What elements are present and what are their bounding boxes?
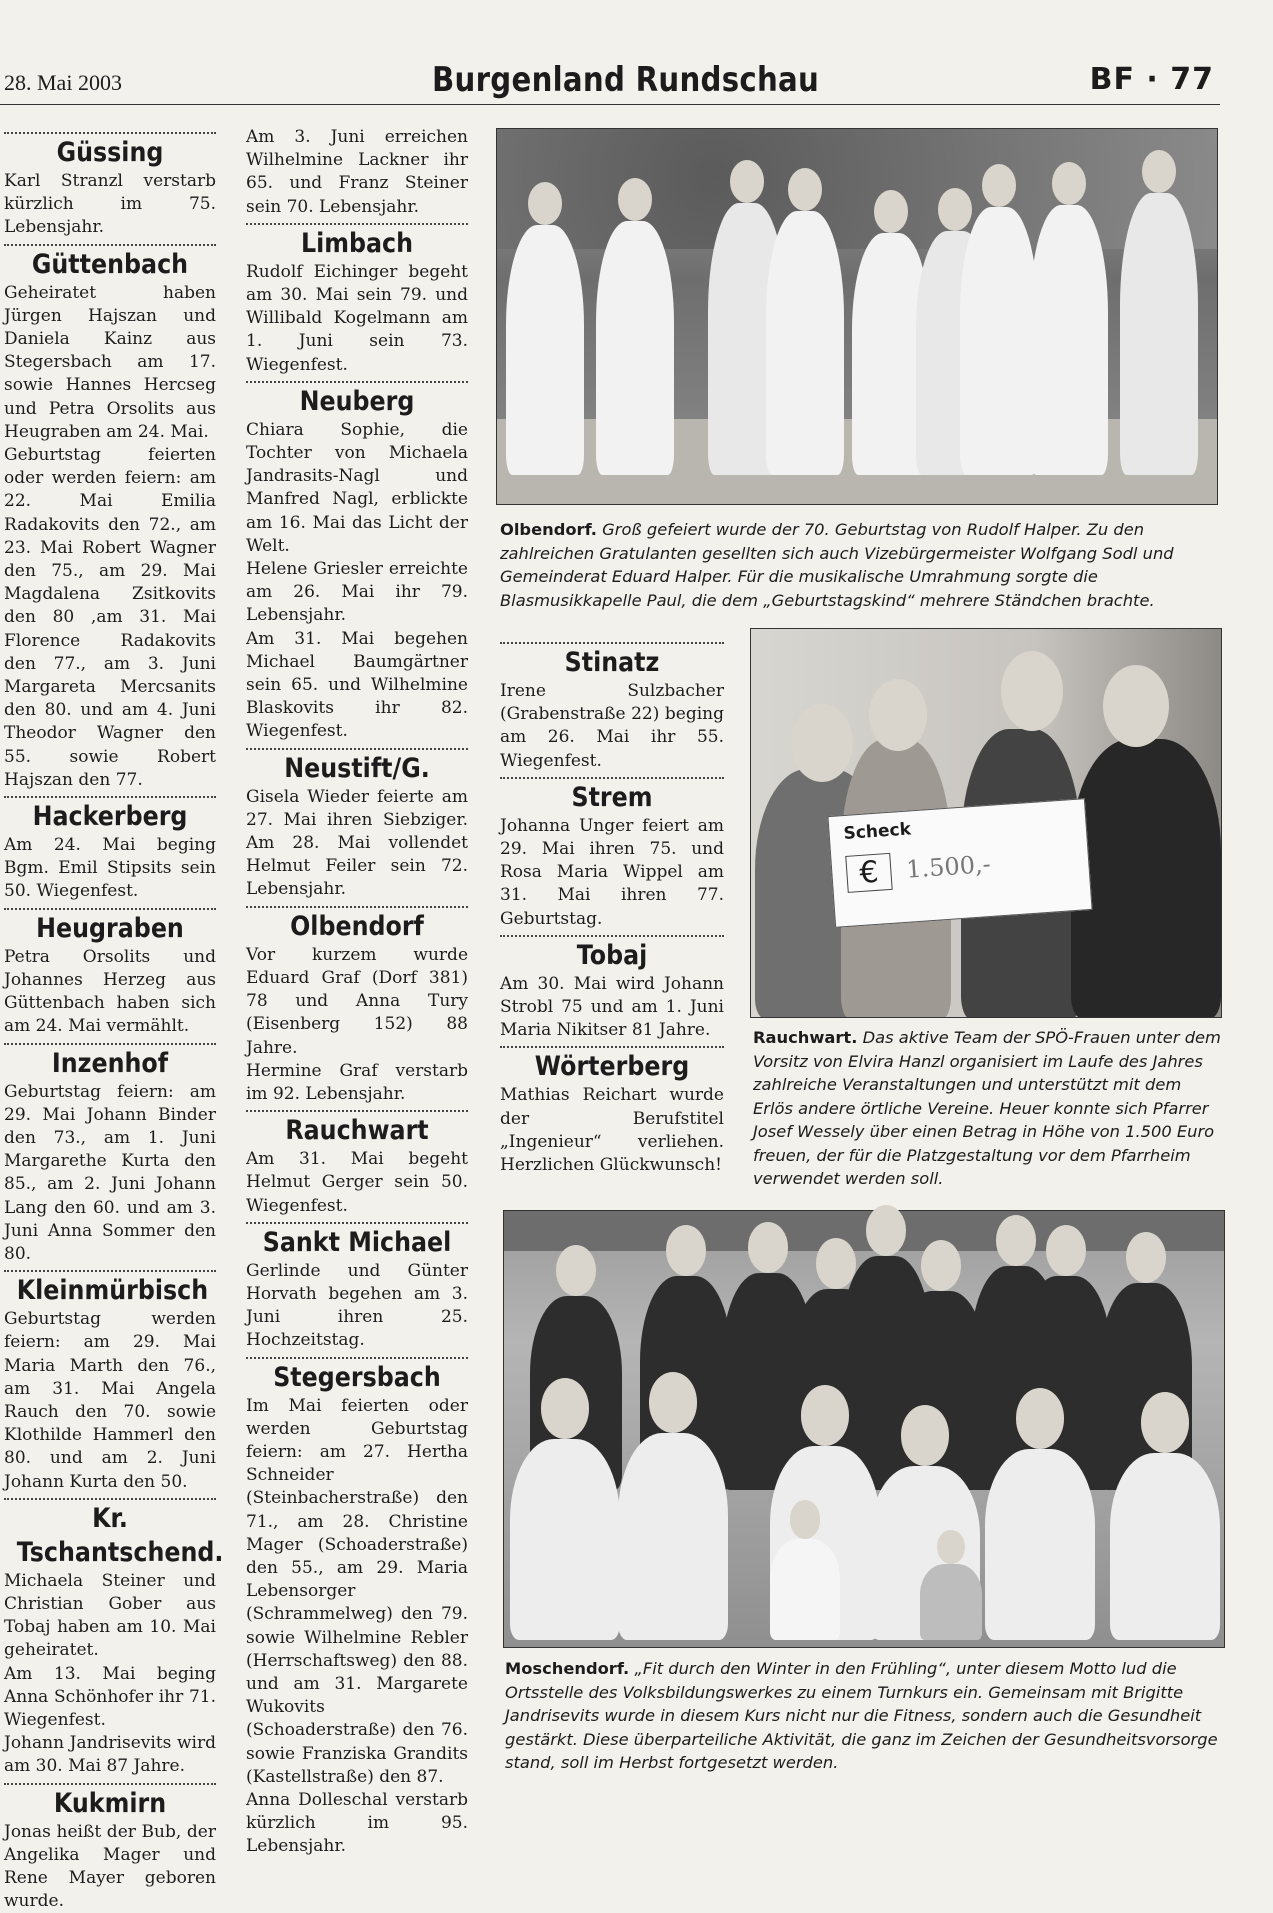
dotted-divider [500,935,724,937]
dotted-divider [246,1357,468,1359]
news-section [500,935,724,1043]
dotted-divider [4,796,216,798]
section-title: Rauchwart [285,1115,429,1147]
person-head [982,164,1016,207]
cheque-amount: 1.500,- [905,849,992,884]
section-body [4,946,216,1039]
news-section [4,1270,216,1494]
paragraph: Anna Dolleschal verstarb kürzlich im 95. Lebensjahr. [246,1789,468,1857]
band-member [596,221,674,475]
person-head [1126,1232,1166,1283]
group-member [618,1433,728,1641]
news-section [500,777,724,931]
dotted-divider [4,132,216,134]
news-section [246,1110,468,1218]
cheque-label: Scheck [842,819,912,845]
person-head [921,1240,961,1291]
paragraph: Mathias Reichart wurde der Berufstitel „Ingenieur“ verliehen. Herzlichen Glückwunsch! [500,1085,724,1176]
paragraph: Jonas heißt der Bub, der Angelika Mager und Rene Mayer geboren wurde. [4,1821,216,1912]
section-title: Güssing [56,137,164,168]
band-member [1030,205,1108,475]
dotted-divider [500,777,724,779]
section-title: Neustift/G. [284,752,430,784]
news-section [246,1222,468,1353]
person-head [666,1225,706,1276]
photo-rauchwart [750,628,1222,1018]
dotted-divider [4,1783,216,1785]
newspaper-title: Burgenland Rundschau [432,60,820,100]
column-3 [500,638,724,1177]
section-body [500,1084,724,1177]
section-title: Inzenhof [51,1047,169,1079]
caption-olbendorf [500,518,1220,612]
news-section [4,132,216,240]
section-title: Stegersbach [273,1361,441,1393]
dotted-divider [246,906,468,908]
person-head [816,1238,856,1289]
person-head [730,160,764,203]
group-member [1110,1453,1220,1641]
section-title: Hackerberg [32,801,188,833]
news-section [4,1498,224,1779]
cheque-currency: € [845,853,893,893]
section-title: Kukmirn [53,1787,167,1819]
page-number: BF · 77 [1089,62,1214,97]
person-head [1142,150,1176,193]
news-section [246,906,468,1106]
person-head [1016,1388,1064,1449]
section-body [246,1148,468,1218]
paragraph: Geburtstag feierten oder werden feiern: am 22. Mai Emilia Radakovits den 72., am 23. Mai Robert Wagner den 75., am 29. Mai Magdalena Zsitkovits den 80 ,am 31. Mai Florence Radakovits den 77., am 3. Juni Margareta Mercsanits den 80. und am 4. Juni Theodor Wagner den 55. sowie Robert Hajszan den 77. [4,445,216,790]
caption-rauchwart [753,1026,1223,1191]
paragraph: Geburtstag werden feiern: am 29. Mai Maria Marth den 76., am 31. Mai Angela Rauch den 70. sowie Klothilde Hammerl den 80. und am 2. Juni Johann Kurta den 50. [4,1309,216,1492]
paragraph: Geburtstag feiern: am 29. Mai Johann Binder den 73., am 1. Juni Margarethe Kurta den 85., am 2. Juni Johann Lang den 60. und am 3. Juni Anna Sommer den 80. [4,1081,216,1264]
group-member [510,1439,620,1641]
section-body [246,126,468,219]
dotted-divider [500,642,724,644]
paragraph: Im Mai feierten oder werden Geburtstag feiern: am 27. Hertha Schneider (Steinbacherstraße) den 71., am 28. Christine Mager (Schoaderstraße) den 55., am 29. Maria Lebensorger (Schrammelweg) den 79. sowie Wilhelmine Rebler (Herrschaftsweg) den 88. und am 31. Margarete Wukovits (Schoaderstraße) den 76. sowie Franziska Grandits (Kastellstraße) den 87. [246,1395,468,1787]
column-1 [4,128,224,1913]
section-body [4,1081,216,1267]
issue-date: 28. Mai 2003 [4,70,122,95]
person-head [1141,1392,1189,1453]
news-section [246,126,468,219]
group-member [985,1449,1095,1641]
caption-text: Das aktive Team der SPÖ-Frauen unter dem Vorsitz von Elvira Hanzl organisiert im Laufe des Jahres zahlreiche Veranstaltungen und unterstützt mit dem Erlös andere örtliche Vereine. Heuer konnte sich Pfarrer Josef Wessely über einen Betrag in Höhe von 1.500 Euro freuen, der für die Platzgestaltung vor dem Pfarrheim verwendet werden soll. [753,1028,1221,1188]
paragraph: Am 30. Mai wird Johann Strobl 75 und am 1. Juni Maria Nikitser 81 Jahre. [500,973,724,1041]
news-section [246,223,468,377]
band-member [766,211,844,475]
person-head [649,1372,697,1433]
paragraph: Am 31. Mai begehen Michael Baumgärtner sein 65. und Wilhelmine Blaskovits ihr 82. Wiegenfest. [246,628,468,742]
dotted-divider [246,381,468,383]
section-title: Neuberg [299,385,415,417]
dotted-divider [4,1270,216,1272]
dotted-divider [4,908,216,910]
dotted-divider [500,1046,724,1048]
dotted-divider [246,1110,468,1112]
section-body [4,170,216,240]
paragraph: Hermine Graf verstarb im 92. Lebensjahr. [246,1060,468,1104]
paragraph: Johann Jandrisevits wird am 30. Mai 87 Jahre. [4,1733,216,1777]
band-member [1120,193,1198,475]
band-member [506,225,584,475]
section-title: Wörterberg [534,1051,690,1083]
section-title: Tobaj [576,939,648,971]
person-head [938,188,972,231]
child [920,1564,982,1640]
caption-text: „Fit durch den Winter in den Frühling“, unter diesem Motto lud die Ortsstelle des Volksbildungswerkes zu einem Turnkurs ein. Gemeinsam mit Brigitte Jandrisevits wurde in diesem Kurs nicht nur die Fitness, sondern auch die Gesundheit gestärkt. Diese überparteiliche Aktivität, die ganz im Zeichen der Gesundheitsvorsorge stand, soll im Herbst fortgesetzt werden. [505,1659,1218,1772]
person-head [801,1385,849,1446]
person-head [528,182,562,225]
person-head [541,1378,589,1439]
section-body [4,834,216,904]
person-head [556,1245,596,1296]
section-body [4,1570,216,1779]
news-section [4,1043,216,1267]
news-section [500,1046,724,1177]
dotted-divider [4,1498,216,1500]
paragraph: Irene Sulzbacher (Grabenstraße 22) beging am 26. Mai ihr 55. Wiegenfest. [500,681,724,771]
paragraph: Am 31. Mai begeht Helmut Gerger sein 50. Wiegenfest. [246,1149,468,1216]
news-section [4,1783,216,1913]
person-head [874,190,908,233]
paragraph: Vor kurzem wurde Eduard Graf (Dorf 381) 78 und Anna Tury (Eisenberg 152) 88 Jahre. [246,944,468,1058]
section-body [246,1260,468,1353]
dotted-divider [4,244,216,246]
section-body [246,261,468,377]
caption-text: Groß gefeiert wurde der 70. Geburtstag von Rudolf Halper. Zu den zahlreichen Gratulanten gesellten sich auch Vizebürgermeister Wolfgang Sodl und Gemeinderat Eduard Halper. Für die musikalische Umrahmung sorgte die Blasmusikkapelle Paul, die dem „Geburtstagskind“ mehrere Ständchen brachte. [500,520,1174,610]
section-body [4,282,216,792]
band-member [960,207,1038,475]
person-head [937,1530,964,1564]
paragraph: Rudolf Eichinger begeht am 30. Mai sein 79. und Willibald Kogelmann am 1. Juni sein 73. Wiegenfest. [246,261,468,375]
section-title: Limbach [300,227,414,259]
dotted-divider [246,223,468,225]
news-section [4,796,216,904]
news-section [4,244,216,792]
caption-place: Rauchwart. [753,1028,858,1047]
person-head [788,168,822,211]
paragraph: Petra Orsolits und Johannes Herzeg aus Güttenbach haben sich am 24. Mai vermählt. [4,946,216,1037]
dotted-divider [246,1222,468,1224]
section-title: Stinatz [564,647,660,678]
news-section [500,642,724,773]
news-section [246,1357,468,1859]
section-title: Olbendorf [290,910,424,942]
paragraph: Michaela Steiner und Christian Gober aus Tobaj haben am 10. Mai geheiratet. [4,1570,216,1661]
cheque-board [827,798,1092,928]
paragraph: Gerlinde und Günter Horvath begehen am 3. Juni ihren 25. Hochzeitstag. [246,1260,468,1351]
section-title: Kleinmürbisch [16,1275,209,1307]
person-head [1046,1225,1086,1276]
dotted-divider [4,1043,216,1045]
section-body [246,1395,468,1859]
person-head [790,1500,821,1539]
section-title: Heugraben [36,912,184,944]
section-body [246,419,468,744]
person-head [996,1215,1036,1266]
section-body [500,680,724,773]
person-head [866,1205,906,1256]
section-title: Kr. Tschantschend. [16,1502,224,1568]
column-2 [246,126,468,1859]
section-body [246,786,468,902]
person-head [901,1405,949,1466]
section-title: Sankt Michael [262,1226,452,1258]
section-title: Güttenbach [31,248,189,280]
paragraph: Johanna Unger feiert am 29. Mai ihren 75. und Rosa Maria Wippel am 31. Mai ihren 77. Geburtstag. [500,815,724,929]
paragraph: Am 13. Mai beging Anna Schönhofer ihr 71. Wiegenfest. [4,1663,216,1730]
paragraph: Am 24. Mai beging Bgm. Emil Stipsits sein 50. Wiegenfest. [4,835,216,902]
paragraph: Gisela Wieder feierte am 27. Mai ihren Siebziger. Am 28. Mai vollendet Helmut Feiler sein 72. Lebensjahr. [246,786,468,900]
caption-moschendorf [505,1657,1225,1775]
child [770,1539,840,1641]
news-section [246,748,468,902]
caption-place: Moschendorf. [505,1659,630,1678]
paragraph: Karl Stranzl verstarb kürzlich im 75. Lebensjahr. [4,171,216,238]
person-head [1052,162,1086,205]
paragraph: Chiara Sophie, die Tochter von Michaela Jandrasits-Nagl und Manfred Nagl, erblickte am 16. Mai das Licht der Welt. [246,419,468,556]
dotted-divider [246,748,468,750]
page-header [0,58,1220,105]
news-section [246,381,468,744]
section-body [500,815,724,931]
caption-place: Olbendorf. [500,520,597,539]
paragraph: Geheiratet haben Jürgen Hajszan und Daniela Kainz aus Stegersbach am 17. sowie Hannes Hercseg und Petra Orsolits aus Heugraben am 24. Mai. [4,282,216,442]
paragraph: Am 3. Juni erreichen Wilhelmine Lackner ihr 65. und Franz Steiner sein 70. Lebensjahr. [246,127,468,217]
section-body [4,1821,216,1913]
section-body [246,944,468,1106]
section-title: Strem [571,781,653,813]
paragraph: Helene Griesler erreichte am 26. Mai ihr 79. Lebensjahr. [246,559,468,626]
person-head [618,178,652,221]
section-body [4,1308,216,1494]
section-body [500,973,724,1043]
news-section [4,908,216,1039]
person-head [748,1222,788,1273]
